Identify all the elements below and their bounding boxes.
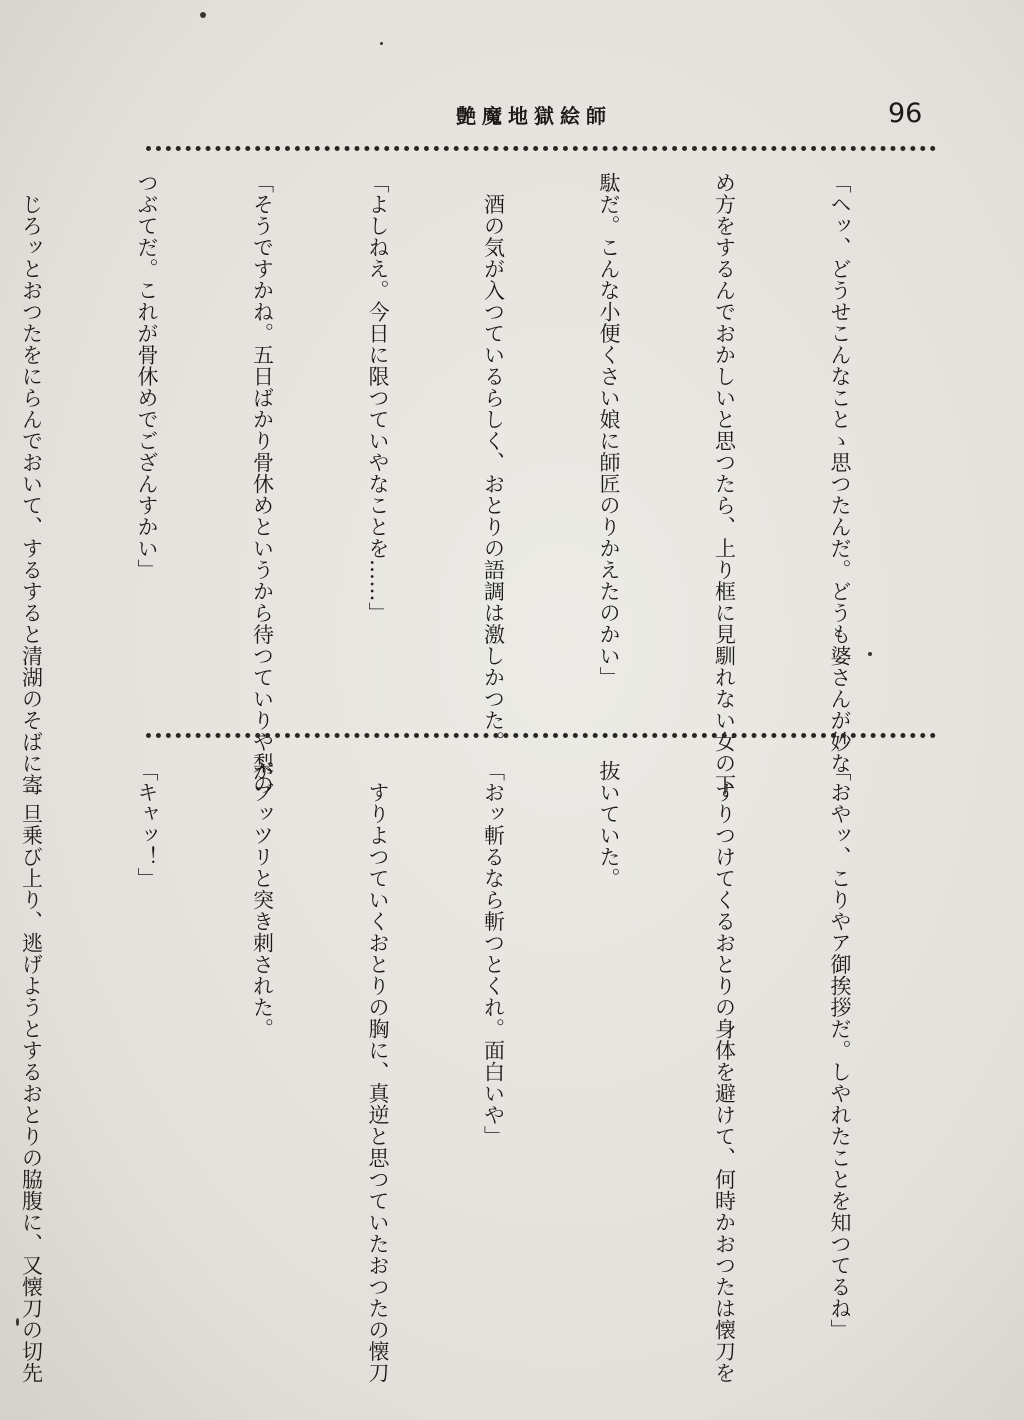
text-line: 「ヘッ、どうせこんなことゝ思つたんだ。どうも婆さんが妙な bbox=[828, 172, 852, 774]
text-line: 「おッ斬るなら斬つとくれ。面白いや」 bbox=[481, 760, 506, 1147]
page-number: 96 bbox=[888, 98, 923, 129]
text-line: 一旦乗び上り、逃げようとするおとりの脇腹に、又懐刀の切先 bbox=[19, 760, 44, 1384]
ink-speck bbox=[380, 42, 383, 45]
text-line: 駄だ。こんな小便くさい娘に師匠のりかえたのかい」 bbox=[597, 172, 621, 688]
lower-text-block bbox=[19, 760, 936, 1384]
text-line: つぶてだ。これが骨休めでござんすかい」 bbox=[135, 172, 159, 581]
middle-dotted-rule bbox=[146, 733, 936, 738]
text-line: め方をするんでおかしいと思つたら、上り框に見馴れない女の下 bbox=[712, 172, 737, 796]
ink-speck bbox=[200, 12, 206, 18]
ink-speck bbox=[868, 652, 872, 656]
ink-speck bbox=[16, 1318, 19, 1326]
text-line: 「おやッ、こりやア御挨拶だ。しやれたことを知つてるね」 bbox=[828, 760, 852, 1341]
top-dotted-rule bbox=[146, 146, 936, 151]
text-line: すりつけてくるおとりの身体を避けて、何時かおつたは懐刀を bbox=[712, 760, 737, 1384]
text-line: 酒の気が入つているらしく、おとりの語調は激しかつた。 bbox=[481, 172, 506, 753]
text-line: がブッツリと突き刺された。 bbox=[250, 760, 275, 1040]
text-line: じろッとおつたをにらんでおいて、するすると清湖のそばに寄 bbox=[19, 172, 44, 796]
text-line: 「そうですかね。五日ばかり骨休めというから待つていりや梨の bbox=[250, 172, 275, 796]
running-header-title: 艶魔地獄絵師 bbox=[456, 104, 612, 128]
text-line: 抜いていた。 bbox=[597, 760, 621, 889]
text-line: すりよつていくおとりの胸に、真逆と思つていたおつたの懐刀 bbox=[366, 760, 390, 1384]
upper-text-block bbox=[19, 172, 936, 796]
text-line: 「よしねえ。今日に限つていやなことを……」 bbox=[366, 172, 390, 624]
text-line: 「キャッ！」 bbox=[135, 760, 159, 889]
